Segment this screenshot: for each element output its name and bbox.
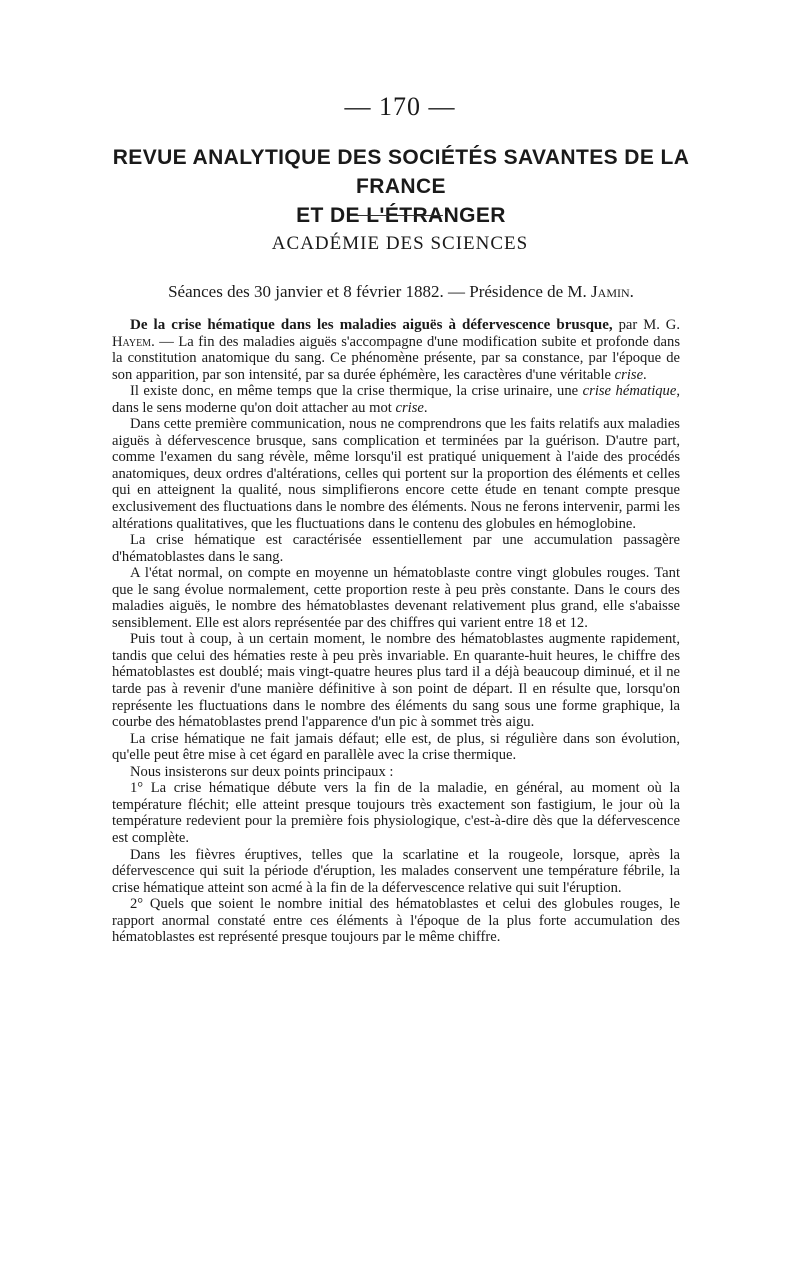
paragraph-2-emphasis-1: crise hématique (582, 383, 677, 400)
article (112, 317, 680, 946)
paragraph-2-c: . (423, 399, 428, 416)
section-heading: ACADÉMIE DES SCIENCES (271, 233, 529, 254)
paragraph-5: A l'état normal, on compte en moyenne un hématoblaste contre vingt globules rouges. Tant que le sang évolue normalement, cette proportion reste à peu près constante. Dans le cours des maladies aiguës, le nombre des hématoblastes devenant relativement plus grand, elle s'abaisse sensiblement. Elle est alors représentée par des chiffres qui varient entre 18 et 12. (112, 565, 680, 631)
paragraph-8: Nous insisterons sur deux points principaux : (130, 763, 394, 780)
paragraph-1-text: . — La fin des maladies aiguës s'accompagne d'une modification subite et profonde dans la constitution anatomique du sang. Ce phénomène présente, par sa constance, par l'époque de son apparition, par son intensité, par sa durée éphémère, les caractères d'une véritable (112, 333, 680, 383)
paragraph-10: Dans les fièvres éruptives, telles que la scarlatine et la rougeole, lorsque, après la défervescence qui suit la période d'éruption, les malades conservent une température fébrile, la crise hématique atteint son acmé à la fin de la défervescence relative qui suit l'éruption. (112, 846, 680, 896)
paragraph-4: La crise hématique est caractérisée essentiellement par une accumulation passagère d'hématoblastes dans le sang. (112, 532, 680, 565)
paragraph-2-b: , dans le sens moderne qu'on doit attacher au mot (112, 383, 680, 416)
session-line (110, 282, 692, 302)
article-title: De la crise hématique dans les maladies aiguës à défervescence brusque, (130, 317, 613, 333)
journal-title-line-2: ET DE L'ÉTRANGER (296, 204, 506, 227)
session-date: Séances des 30 janvier et 8 février 1882. — Présidence de M. (168, 282, 592, 301)
journal-title-line-1: REVUE ANALYTIQUE DES SOCIÉTÉS SAVANTES DE LA FRANCE (112, 146, 690, 198)
paragraph-11: 2° Quels que soient le nombre initial des hématoblastes et celui des globules rouges, le rapport anormal constaté entre ces éléments à l'époque de la plus forte accumulation des hématoblastes est représenté presque toujours par le même chiffre. (112, 896, 680, 946)
paragraph-2 (112, 383, 680, 416)
paragraph-2-emphasis-2: crise (395, 399, 424, 416)
paragraph-1-emphasis: crise (614, 366, 644, 383)
paragraph-3: Dans cette première communication, nous ne comprendrons que les faits relatifs aux maladies aiguës à défervescence brusque, sans complication et terminées par la guérison. D'autre part, comme l'examen du sang révèle, même lorsqu'il est pratiqué uniquement à l'aide des procédés anatomiques, deux ordres d'altérations, celles qui portent sur la proportion des éléments et celles qui en atteignent la qualité, nous simplifierons encore cette étude en tenant compte presque exclusivement des fluctuations dans le nombre des éléments. Nous ne ferons intervenir, parmi les altérations qualitatives, que les fluctuations dans le contenu des globules en hémoglobine. (112, 416, 681, 532)
paragraph-1-end: . (643, 366, 647, 383)
article-author: Hayem (112, 333, 152, 350)
paragraph-1 (112, 317, 680, 383)
session-suffix: . (629, 282, 634, 301)
article-byline: par M. G. (612, 317, 680, 333)
title-divider (357, 215, 443, 216)
journal-title (110, 143, 692, 230)
paragraph-2-a: Il existe donc, en même temps que la crise thermique, la crise urinaire, une (130, 383, 583, 400)
session-president: Jamin (591, 282, 630, 301)
paragraph-7: La crise hématique ne fait jamais défaut; elle est, de plus, si régulière dans son évolution, qu'elle peut être mise à cet égard en parallèle avec la crise thermique. (112, 730, 680, 764)
paragraph-9: 1° La crise hématique débute vers la fin de la maladie, en général, au moment où la température fléchit; elle atteint presque toujours très exactement son fastigium, le jour où la température redevient pour la première fois physiologique, c'est-à-dire dès que la défervescence est complète. (112, 780, 680, 846)
paragraph-6: Puis tout à coup, à un certain moment, le nombre des hématoblastes augmente rapidement, tandis que celui des hématies reste à peu près invariable. En quarante-huit heures, le chiffre des hématoblastes est doublé; mais vingt-quatre heures plus tard il a déjà beaucoup diminué, et il ne tarde pas à revenir d'une manière définitive à son point de départ. Il en résulte que, lorsqu'on représente les fluctuations dans le nombre des éléments du sang sous une forme graphique, la courbe des hématoblastes prend l'apparence d'un pic à sommet très aigu. (112, 631, 680, 731)
page-number: — 170 — (344, 92, 456, 121)
